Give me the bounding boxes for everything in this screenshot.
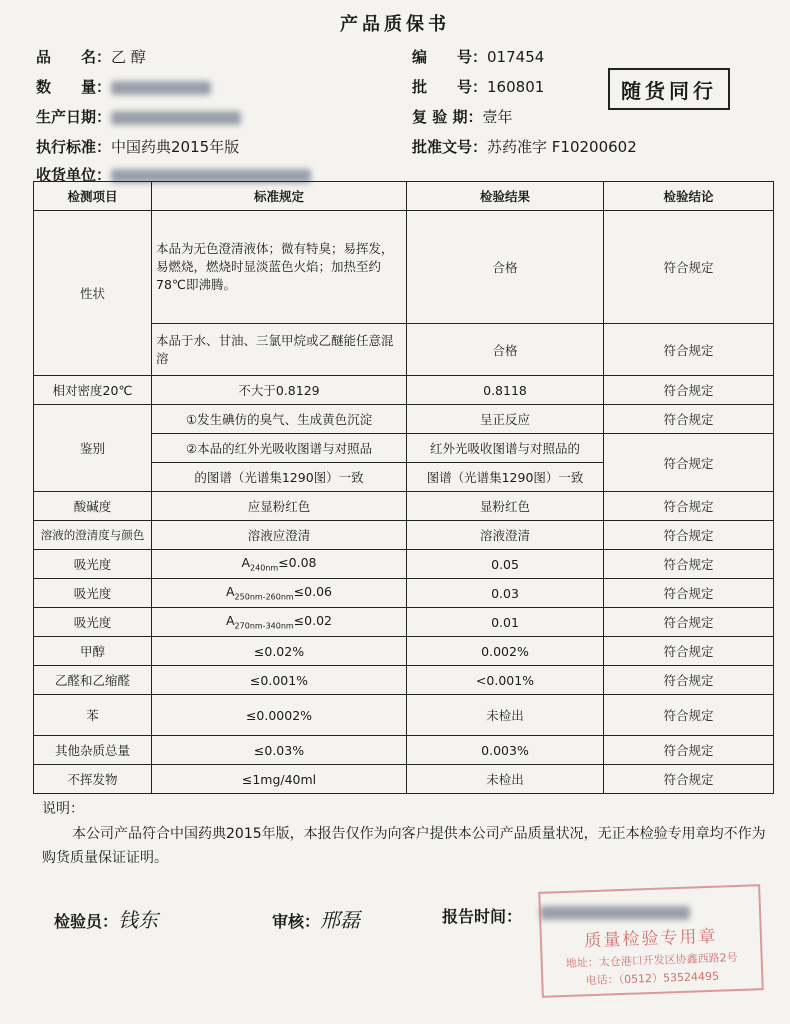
serial-no-row	[412, 46, 544, 67]
row-conclusion: 符合规定	[604, 608, 774, 637]
row-result: 0.002%	[407, 637, 604, 666]
row-standard: ≤0.02%	[152, 637, 407, 666]
production-date-row	[36, 106, 241, 127]
reviewer-block	[272, 904, 360, 933]
row-result: 图谱（光谱集1290图）一致	[407, 463, 604, 492]
row-conclusion: 符合规定	[604, 736, 774, 765]
table-row	[34, 579, 774, 608]
table-row	[34, 637, 774, 666]
product-name-row	[36, 46, 146, 67]
row-result: 0.05	[407, 550, 604, 579]
row-standard: 不大于0.8129	[152, 376, 407, 405]
col-header-standard: 标准规定	[152, 182, 407, 211]
row-result: 0.003%	[407, 736, 604, 765]
row-result: 合格	[407, 211, 604, 324]
row-result: 溶液澄清	[407, 521, 604, 550]
row-item: 吸光度	[34, 608, 152, 637]
receiver-label: 收货单位：	[36, 166, 112, 184]
row-standard: 本品于水、甘油、三氯甲烷或乙醚能任意混溶	[152, 324, 407, 376]
row-conclusion: 符合规定	[604, 765, 774, 794]
row-item: 性状	[34, 211, 152, 376]
document-title: 产品质保书	[340, 14, 450, 35]
row-item: 不挥发物	[34, 765, 152, 794]
row-item: 鉴别	[34, 405, 152, 492]
table-row	[34, 405, 774, 434]
standard-row	[36, 136, 239, 157]
row-conclusion: 符合规定	[604, 666, 774, 695]
row-conclusion: 符合规定	[604, 521, 774, 550]
row-standard: ①发生碘仿的臭气、生成黄色沉淀	[152, 405, 407, 434]
table-row	[34, 608, 774, 637]
row-conclusion: 符合规定	[604, 324, 774, 376]
row-conclusion: 符合规定	[604, 434, 774, 492]
row-standard: 应显粉红色	[152, 492, 407, 521]
row-standard	[152, 550, 407, 579]
row-item: 酸碱度	[34, 492, 152, 521]
absorbance-limit: ≤0.02	[293, 613, 333, 629]
inspection-table	[33, 181, 774, 794]
row-standard	[152, 608, 407, 637]
row-result: 未检出	[407, 695, 604, 736]
row-conclusion: 符合规定	[604, 637, 774, 666]
standard-label: 执行标准：	[36, 138, 112, 156]
row-conclusion: 符合规定	[604, 550, 774, 579]
row-item: 甲醇	[34, 637, 152, 666]
table-row	[34, 376, 774, 405]
row-standard: ②本品的红外光吸收图谱与对照品	[152, 434, 407, 463]
quality-seal	[538, 884, 764, 998]
batch-row	[412, 76, 544, 97]
wavelength-subscript: 240nm	[250, 563, 279, 573]
row-conclusion: 符合规定	[604, 376, 774, 405]
approval-label: 批准文号：	[412, 138, 488, 156]
row-result: 0.03	[407, 579, 604, 608]
col-header-item: 检测项目	[34, 182, 152, 211]
seal-address: 地址：太仓港口开发区协鑫西路2号	[565, 950, 738, 970]
table-row	[34, 666, 774, 695]
serial-no-value: 017454	[487, 48, 545, 66]
col-header-result: 检验结果	[407, 182, 604, 211]
row-item: 吸光度	[34, 550, 152, 579]
row-item: 其他杂质总量	[34, 736, 152, 765]
row-standard	[152, 579, 407, 608]
reviewer-label: 审核：	[272, 912, 321, 931]
inspector-label: 检验员：	[54, 912, 119, 931]
product-name-label: 品 名：	[36, 48, 112, 66]
notes-heading: 说明：	[42, 801, 84, 817]
absorbance-symbol: A	[241, 555, 251, 571]
row-result: 显粉红色	[407, 492, 604, 521]
row-conclusion: 符合规定	[604, 579, 774, 608]
table-row	[34, 695, 774, 736]
seal-title: 质量检验专用章	[584, 926, 718, 952]
report-time-block	[442, 904, 522, 927]
production-date-redacted	[111, 111, 241, 125]
row-result: 未检出	[407, 765, 604, 794]
table-row	[34, 211, 774, 324]
quantity-redacted	[111, 81, 211, 95]
table-row	[34, 550, 774, 579]
approval-row	[412, 136, 637, 157]
row-result: 0.8118	[407, 376, 604, 405]
quantity-label: 数 量：	[36, 78, 112, 96]
row-item: 溶液的澄清度与颜色	[34, 521, 152, 550]
quantity-row	[36, 76, 211, 97]
row-standard: ≤0.03%	[152, 736, 407, 765]
absorbance-limit: ≤0.06	[293, 584, 333, 600]
standard-value: 中国药典2015年版	[111, 138, 240, 156]
table-row	[34, 521, 774, 550]
row-item: 吸光度	[34, 579, 152, 608]
row-result: 合格	[407, 324, 604, 376]
reviewer-signature: 邢磊	[320, 908, 361, 932]
retest-label: 复 验 期：	[412, 108, 483, 126]
row-result: 呈正反应	[407, 405, 604, 434]
table-row	[34, 736, 774, 765]
row-standard: 的图谱（光谱集1290图）一致	[152, 463, 407, 492]
notes-body: 本公司产品符合中国药典2015年版，本报告仅作为向客户提供本公司产品质量状况，无正本检验专用章均不作为购货质量保证证明。	[42, 826, 766, 866]
row-result: <0.001%	[407, 666, 604, 695]
serial-no-label: 编 号：	[412, 48, 488, 66]
row-standard: ≤0.001%	[152, 666, 407, 695]
report-time-label: 报告时间：	[442, 907, 523, 926]
inspector-block	[54, 904, 158, 933]
wavelength-subscript: 250nm-260nm	[234, 592, 294, 602]
retest-row	[412, 106, 512, 127]
row-result: 0.01	[407, 608, 604, 637]
row-item: 乙醛和乙缩醛	[34, 666, 152, 695]
approval-value: 苏药准字 F10200602	[487, 138, 637, 156]
row-standard: ≤1mg/40ml	[152, 765, 407, 794]
row-result: 红外光吸收图谱与对照品的	[407, 434, 604, 463]
row-standard: ≤0.0002%	[152, 695, 407, 736]
wavelength-subscript: 270nm-340nm	[234, 621, 294, 631]
production-date-label: 生产日期：	[36, 108, 112, 126]
row-conclusion: 符合规定	[604, 211, 774, 324]
absorbance-symbol: A	[225, 584, 235, 600]
absorbance-symbol: A	[225, 613, 235, 629]
row-standard: 溶液应澄清	[152, 521, 407, 550]
row-conclusion: 符合规定	[604, 405, 774, 434]
col-header-conclusion: 检验结论	[604, 182, 774, 211]
row-conclusion: 符合规定	[604, 695, 774, 736]
row-item: 苯	[34, 695, 152, 736]
table-row	[34, 492, 774, 521]
batch-label: 批 号：	[412, 78, 488, 96]
row-conclusion: 符合规定	[604, 492, 774, 521]
table-row	[34, 765, 774, 794]
table-header-row	[34, 182, 774, 211]
absorbance-limit: ≤0.08	[278, 555, 317, 571]
retest-value: 壹年	[482, 108, 513, 126]
seal-phone: 电话：（0512）53524495	[585, 969, 720, 988]
row-item: 相对密度20℃	[34, 376, 152, 405]
ship-with-stamp: 随货同行	[608, 68, 730, 110]
inspector-signature: 钱东	[118, 908, 159, 932]
row-standard: 本品为无色澄清液体；微有特臭；易挥发，易燃烧，燃烧时显淡蓝色火焰；加热至约78℃即沸腾。	[152, 211, 407, 324]
product-name-value: 乙 醇	[111, 48, 146, 66]
batch-value: 160801	[487, 78, 545, 96]
